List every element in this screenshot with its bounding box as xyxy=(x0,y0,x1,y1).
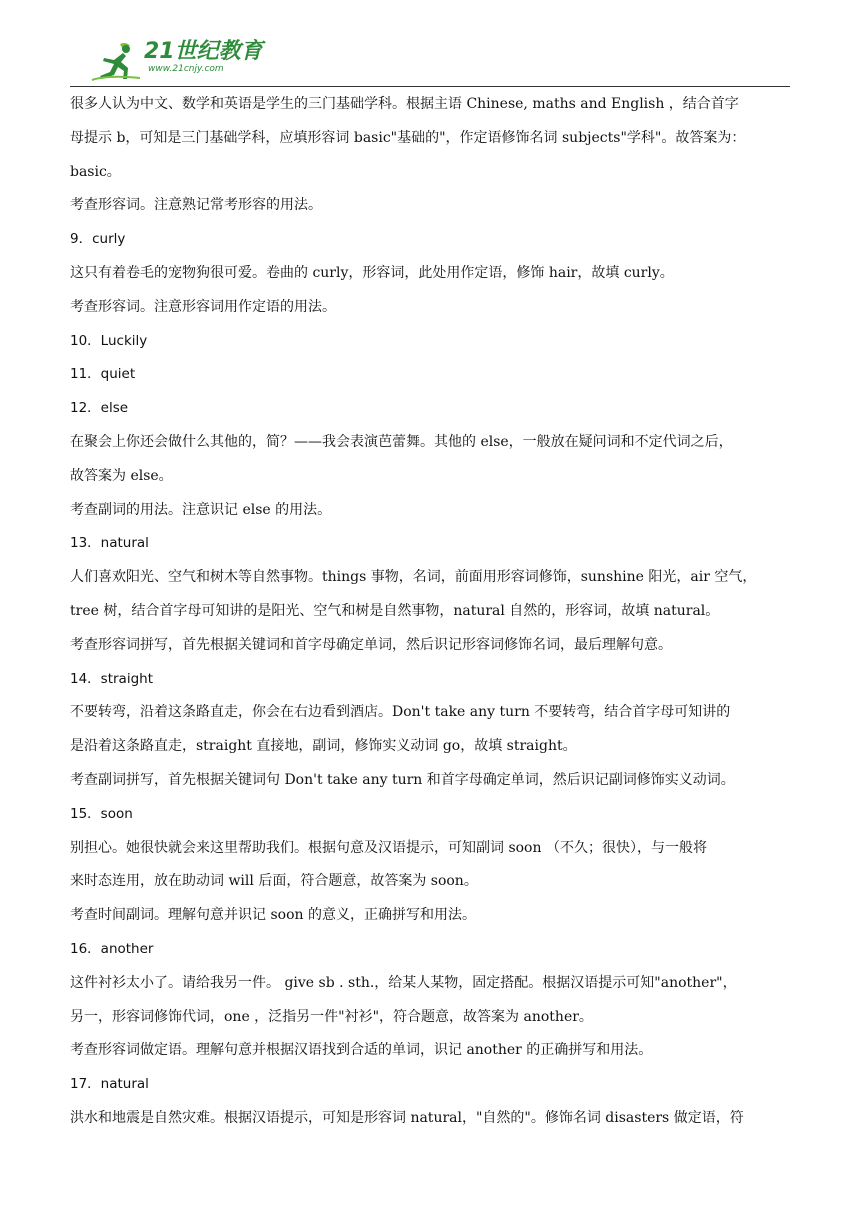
explanation-line: 这只有着卷毛的宠物狗很可爱。卷曲的 curly，形容词，此处用作定语，修饰 hair，故填 curly。 xyxy=(70,264,674,281)
answer-number-line: 12．else xyxy=(70,400,129,417)
logo-wordmark xyxy=(144,40,263,74)
explanation-line: basic。 xyxy=(70,163,121,180)
explanation-line: 考查副词的用法。注意识记 else 的用法。 xyxy=(70,501,332,518)
explanation-line: 考查形容词拼写，首先根据关键词和首字母确定单词，然后识记形容词修饰名词，最后理解句意。 xyxy=(70,636,672,653)
answer-number-line: 9．curly xyxy=(70,231,126,248)
header-divider xyxy=(70,86,790,87)
explanation-line: 考查副词拼写，首先根据关键词句 Don't take any turn 和首字母确定单词，然后识记副词修饰实义动词。 xyxy=(70,771,735,788)
explanation-line: 考查形容词。注意熟记常考形容的用法。 xyxy=(70,197,322,214)
explanation-line: 人们喜欢阳光、空气和树木等自然事物。things 事物，名词，前面用形容词修饰，sunshine 阳光，air 空气， xyxy=(70,569,757,586)
answer-number-line: 15．soon xyxy=(70,805,133,822)
explanation-line: 很多人认为中文、数学和英语是学生的三门基础学科。根据主语 Chinese, maths and English ，结合首字 xyxy=(70,96,739,112)
page-header xyxy=(70,38,790,88)
explanation-line: 母提示 b，可知是三门基础学科，应填形容词 basic"基础的"，作定语修饰名词 subjects"学科"。故答案为： xyxy=(70,129,746,146)
answer-number-line: 11．quiet xyxy=(70,366,136,383)
explanation-line: 洪水和地震是自然灾难。根据汉语提示，可知是形容词 natural，"自然的"。修饰名词 disasters 做定语，符 xyxy=(70,1109,744,1126)
explanation-line: 是沿着这条路直走，straight 直接地，副词，修饰实义动词 go，故填 straight。 xyxy=(70,738,577,755)
explanation-line: 在聚会上你还会做什么其他的，简？——我会表演芭蕾舞。其他的 else，一般放在疑问词和不定代词之后， xyxy=(70,433,733,450)
explanation-line: 考查时间副词。理解句意并识记 soon 的意义，正确拼写和用法。 xyxy=(70,907,476,924)
answer-number-line: 10．Luckily xyxy=(70,332,148,349)
running-figure-logo-icon xyxy=(90,40,142,82)
answer-number-line: 14．straight xyxy=(70,670,153,687)
answer-number-line: 13．natural xyxy=(70,535,149,552)
explanation-line: 另一，形容词修饰代词，one ，泛指另一件"衬衫"，符合题意，故答案为 another。 xyxy=(70,1008,593,1025)
answer-number-line: 17．natural xyxy=(70,1076,149,1093)
explanation-line: 这件衬衫太小了。请给我另一件。 give sb . sth.，给某人某物，固定搭配。根据汉语提示可知"another"， xyxy=(70,974,737,991)
explanation-line: 来时态连用，放在助动词 will 后面，符合题意，故答案为 soon。 xyxy=(70,873,478,890)
explanation-line: 考查形容词。注意形容词用作定语的用法。 xyxy=(70,298,336,315)
explanation-line: tree 树，结合首字母可知讲的是阳光、空气和树是自然事物，natural 自然的，形容词，故填 natural。 xyxy=(70,602,720,619)
answer-number-line: 16．another xyxy=(70,940,154,957)
explanation-line: 别担心。她很快就会来这里帮助我们。根据句意及汉语提示，可知副词 soon （不久；很快），与一般将 xyxy=(70,839,707,856)
explanation-line: 故答案为 else。 xyxy=(70,467,173,484)
logo-title: 21世纪教育 xyxy=(144,39,263,64)
explanation-line: 不要转弯，沿着这条路直走，你会在右边看到酒店。Don't take any turn 不要转弯，结合首字母可知讲的 xyxy=(70,704,731,721)
logo xyxy=(90,40,263,82)
explanation-line: 考查形容词做定语。理解句意并根据汉语找到合适的单词，识记 another 的正确拼写和用法。 xyxy=(70,1042,653,1059)
answer-content xyxy=(70,88,792,1136)
logo-url: www.21cnjy.com xyxy=(148,64,224,74)
